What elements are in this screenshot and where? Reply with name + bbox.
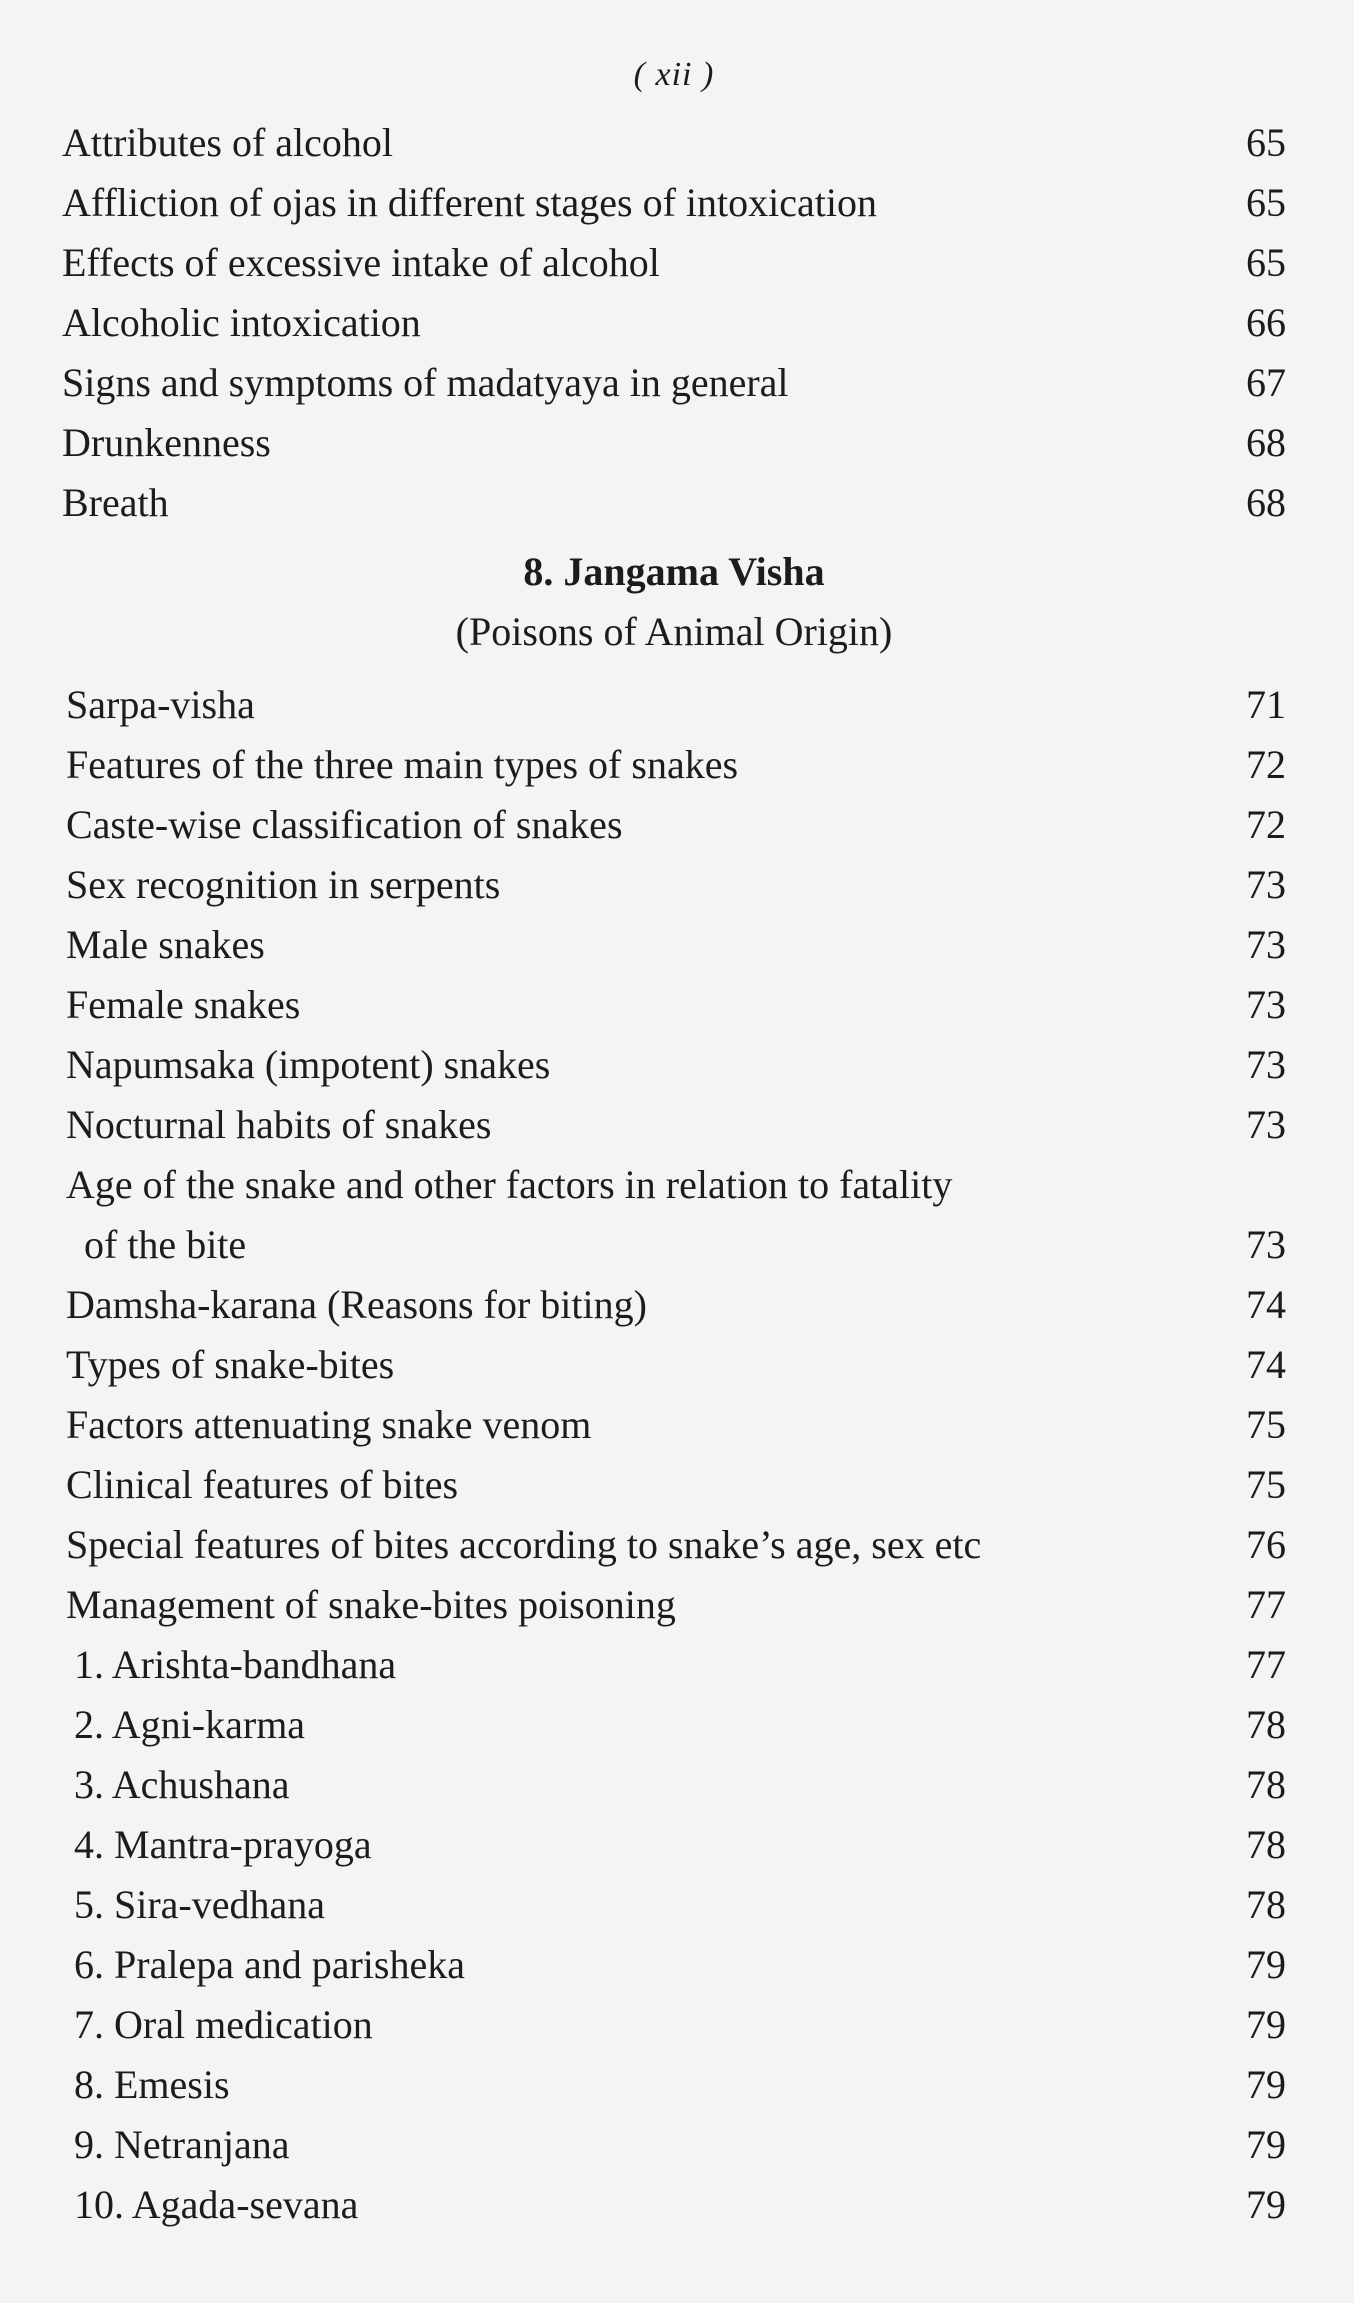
toc-entry-page: 73 (1246, 862, 1286, 907)
toc-entry-page: 76 (1246, 1522, 1286, 1567)
page-number: ( xii ) (633, 56, 715, 93)
toc-entry-page: 74 (1246, 1282, 1286, 1327)
toc-entry (66, 1875, 1286, 1935)
toc-entry-title: Nocturnal habits of snakes (66, 1102, 492, 1147)
toc-entry-page: 75 (1246, 1462, 1286, 1507)
toc-entry-title: Sex recognition in serpents (66, 862, 501, 907)
toc-entry (66, 1455, 1286, 1515)
toc-entry-title: Breath (62, 480, 169, 525)
toc-entry (66, 1395, 1286, 1455)
toc-entry-page: 79 (1246, 2062, 1286, 2107)
toc-entry (66, 2055, 1286, 2115)
toc-entry-title: Alcoholic intoxication (62, 300, 421, 345)
toc-entry-title: Caste-wise classification of snakes (66, 802, 623, 847)
toc-entry-title: Female snakes (66, 982, 301, 1027)
toc-entry (66, 1515, 1286, 1575)
section-subtitle: (Poisons of Animal Origin) (455, 609, 893, 654)
toc-entry-page: 67 (1246, 360, 1286, 405)
toc-entry-multiline (66, 1155, 1286, 1275)
toc-entry-page: 68 (1246, 480, 1286, 525)
toc-entry-title: Types of snake-bites (66, 1342, 395, 1387)
toc-entry-page: 73 (1246, 1042, 1286, 1087)
toc-entry-page: 73 (1246, 1102, 1286, 1147)
toc-list-section (66, 675, 1286, 2235)
toc-entry-title: Features of the three main types of snakes (66, 742, 739, 787)
toc-entry-page: 78 (1246, 1762, 1286, 1807)
toc-entry-title: Attributes of alcohol (62, 120, 394, 165)
toc-entry (66, 855, 1286, 915)
toc-entry-title: Napumsaka (impotent) snakes (66, 1042, 551, 1087)
toc-entry-title: 6. Pralepa and parisheka (74, 1942, 465, 1987)
toc-entry (66, 1335, 1286, 1395)
toc-entry-page: 65 (1246, 180, 1286, 225)
toc-entry-page: 79 (1246, 1942, 1286, 1987)
toc-entry-title (66, 1155, 1226, 1275)
toc-entry (66, 1575, 1286, 1635)
toc-entry-title-line2: of the bite (84, 1222, 247, 1267)
toc-entry-title: Special features of bites according to snake’s age, sex etc (66, 1522, 982, 1567)
toc-entry (66, 1035, 1286, 1095)
toc-entry-title: Drunkenness (62, 420, 271, 465)
toc-entry-title: 4. Mantra-prayoga (74, 1822, 372, 1867)
toc-entry (62, 113, 1286, 173)
toc-entry (66, 2115, 1286, 2175)
toc-entry-title: Signs and symptoms of madatyaya in general (62, 360, 789, 405)
toc-entry-title: Management of snake-bites poisoning (66, 1582, 676, 1627)
toc-entry-page: 72 (1246, 802, 1286, 847)
toc-entry-title: 9. Netranjana (74, 2122, 290, 2167)
toc-list-top (62, 113, 1286, 533)
toc-entry-page: 74 (1246, 1342, 1286, 1387)
toc-entry-title: 8. Emesis (74, 2062, 230, 2107)
toc-entry (66, 1995, 1286, 2055)
toc-entry-page: 78 (1246, 1702, 1286, 1747)
toc-entry-title: Sarpa-visha (66, 682, 255, 727)
toc-entry-page: 71 (1246, 682, 1286, 727)
toc-entry-title: 2. Agni-karma (74, 1702, 306, 1747)
toc-entry-title: Factors attenuating snake venom (66, 1402, 592, 1447)
toc-entry (62, 233, 1286, 293)
toc-entry (66, 975, 1286, 1035)
toc-entry (66, 1935, 1286, 1995)
toc-entry-page: 77 (1246, 1582, 1286, 1627)
toc-entry (62, 353, 1286, 413)
toc-entry-page: 79 (1246, 2122, 1286, 2167)
toc-entry-page: 75 (1246, 1402, 1286, 1447)
toc-entry (62, 473, 1286, 533)
section-heading (62, 541, 1286, 661)
toc-entry-page: 78 (1246, 1822, 1286, 1867)
toc-entry (66, 1695, 1286, 1755)
toc-entry-title: 1. Arishta-bandhana (74, 1642, 397, 1687)
toc-entry-title: Affliction of ojas in different stages of intoxication (62, 180, 877, 225)
toc-entry-page: 73 (1246, 982, 1286, 1027)
toc-entry-page: 68 (1246, 420, 1286, 465)
toc-entry-title: Damsha-karana (Reasons for biting) (66, 1282, 647, 1327)
toc-entry-page: 77 (1246, 1642, 1286, 1687)
toc-entry-title: Clinical features of bites (66, 1462, 459, 1507)
toc-entry-page: 73 (1246, 1222, 1286, 1267)
toc-entry-page: 65 (1246, 120, 1286, 165)
toc-entry (66, 1755, 1286, 1815)
toc-entry-page: 79 (1246, 2182, 1286, 2227)
toc-entry-title: Effects of excessive intake of alcohol (62, 240, 660, 285)
toc-entry (66, 795, 1286, 855)
toc-entry (66, 675, 1286, 735)
toc-entry (66, 1275, 1286, 1335)
toc-entry-title: 5. Sira-vedhana (74, 1882, 326, 1927)
toc-entry-page: 79 (1246, 2002, 1286, 2047)
toc-entry (66, 915, 1286, 975)
toc-entry-page: 66 (1246, 300, 1286, 345)
toc-entry-title: 3. Achushana (74, 1762, 290, 1807)
toc-entry-page: 73 (1246, 922, 1286, 967)
toc-entry-page: 72 (1246, 742, 1286, 787)
toc-entry-title: 10. Agada-sevana (74, 2182, 359, 2227)
section-title: 8. Jangama Visha (523, 549, 825, 594)
toc-entry (62, 413, 1286, 473)
toc-entry-title: 7. Oral medication (74, 2002, 373, 2047)
toc-entry (66, 735, 1286, 795)
toc-entry (66, 1815, 1286, 1875)
toc-entry (66, 1635, 1286, 1695)
toc-entry-title-line1: Age of the snake and other factors in relation to fatality (66, 1162, 953, 1207)
toc-entry (62, 293, 1286, 353)
toc-entry-title: Male snakes (66, 922, 265, 967)
toc-entry-page: 78 (1246, 1882, 1286, 1927)
toc-entry-page: 65 (1246, 240, 1286, 285)
toc-entry (66, 2175, 1286, 2235)
toc-entry (62, 173, 1286, 233)
toc-entry (66, 1095, 1286, 1155)
